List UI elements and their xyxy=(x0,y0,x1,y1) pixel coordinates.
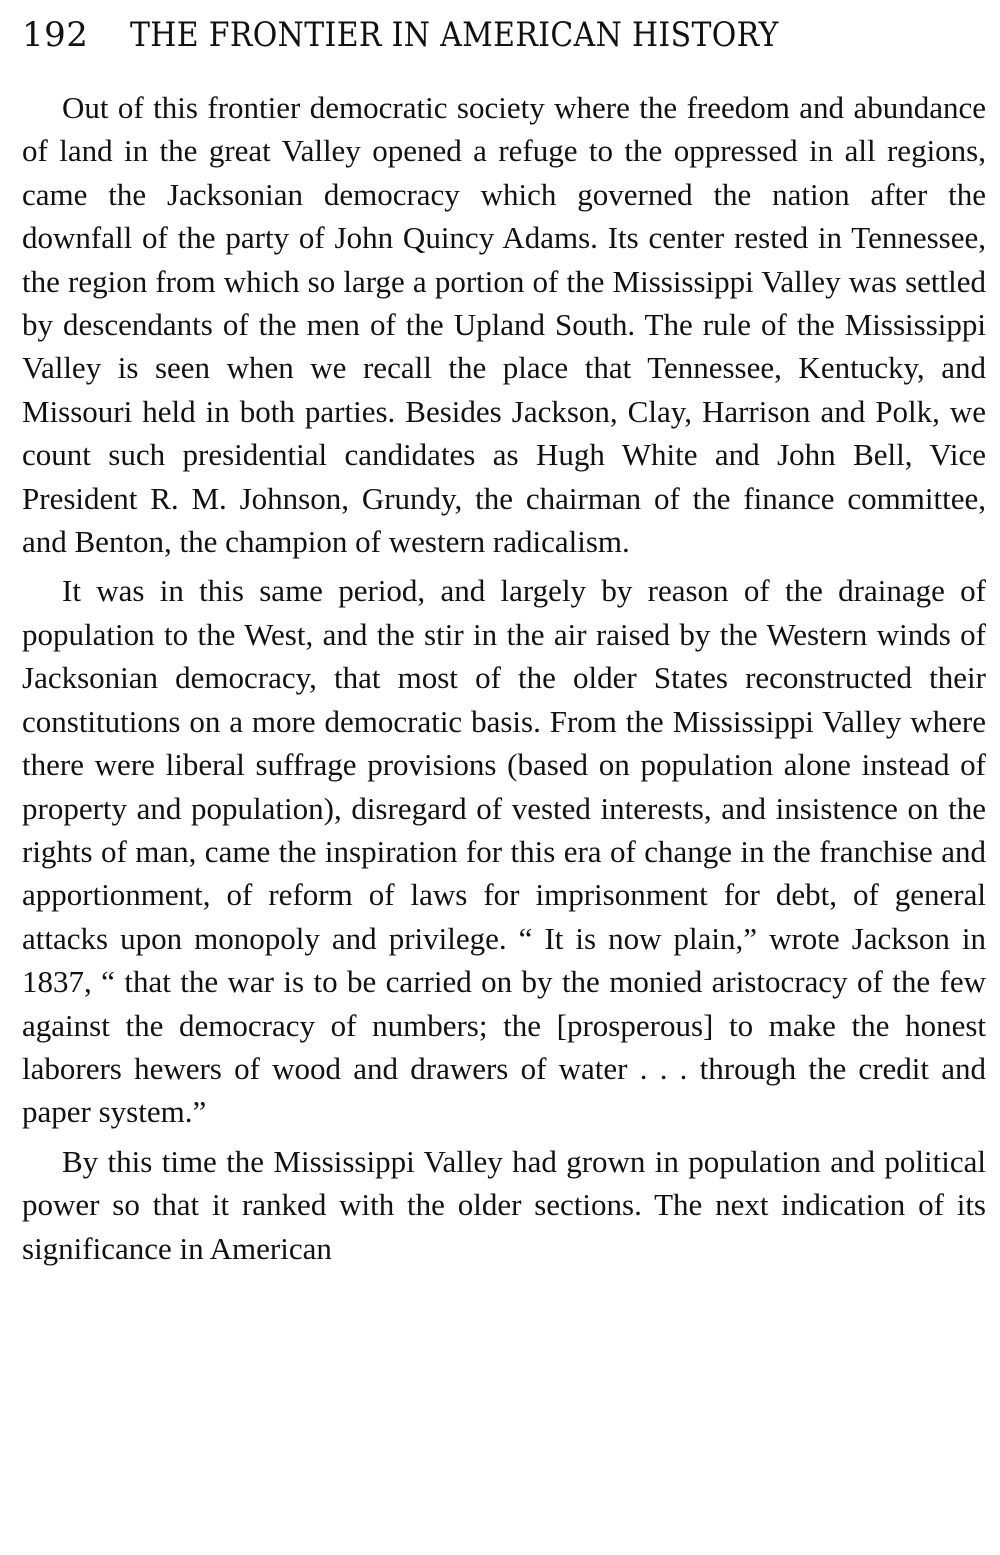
paragraph-1: Out of this frontier democratic society where the freedom and abundance of land in the great Valley opened a refuge to the oppressed in all regions, came the Jacksonian democracy which governed the nation after the downfall of the party of John Quincy Adams. Its center rested in Tennessee, the region from which so large a portion of the Mississippi Valley was settled by descendants of the men of the Upland South. The rule of the Mississippi Valley is seen when we recall the place that Tennessee, Kentucky, and Missouri held in both parties. Besides Jackson, Clay, Harrison and Polk, we count such presidential candidates as Hugh White and John Bell, Vice President R. M. Johnson, Grundy, the chairman of the finance committee, and Benton, the champion of western radicalism. xyxy=(22,90,986,560)
paragraph-2: It was in this same period, and largely by reason of the drainage of population to the West, and the stir in the air raised by the Western winds of Jacksonian democracy, that most of the older States reconstructed their constitutions on a more democratic basis. From the Mississippi Valley where there were liberal suffrage provisions (based on population alone instead of property and population), disregard of vested interests, and insistence on the rights of man, came the inspiration for this era of change in the franchise and apportionment, of reform of laws for imprisonment for debt, of general attacks upon monopoly and privilege. “ It is now plain,” wrote Jackson in 1837, “ that the war is to be carried on by the monied aristocracy of the few against the democracy of numbers; the [prosperous] to make the honest laborers hewers of wood and drawers of water . . . through the credit and paper system.” xyxy=(22,573,986,1130)
running-title: THE FRONTIER IN AMERICAN HISTORY xyxy=(130,15,779,55)
paragraph-3: By this time the Mississippi Valley had grown in population and political power so that it ranked with the older sections. The next indication of its significance in American xyxy=(22,1143,986,1266)
running-header xyxy=(22,12,986,64)
body-text xyxy=(22,86,986,1270)
page-number: 192 xyxy=(22,15,89,55)
